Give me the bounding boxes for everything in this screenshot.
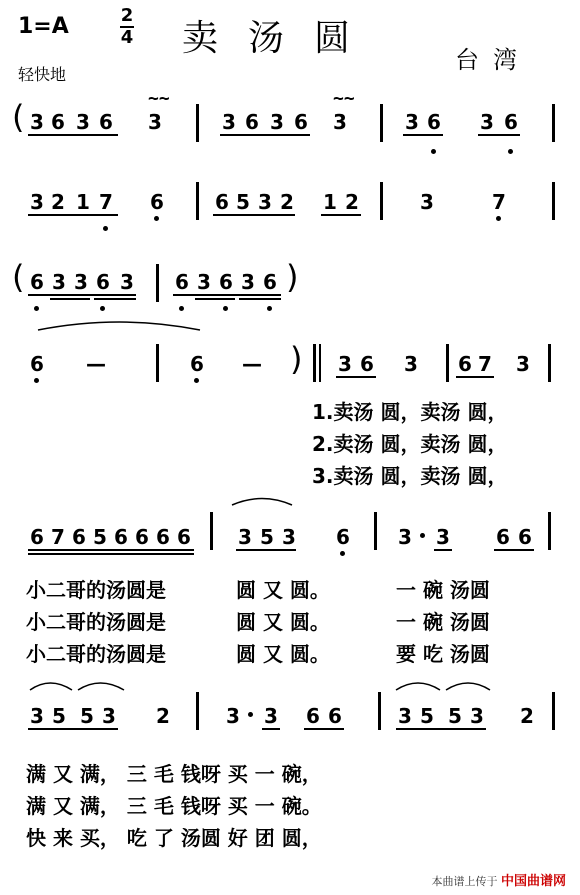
note-digit: 3: [241, 270, 255, 294]
time-numerator: 2: [120, 5, 134, 26]
note-digit: 3: [436, 525, 450, 549]
note-digit: 6: [30, 270, 44, 294]
beam-underline: [28, 728, 118, 730]
note-digit: 3: [197, 270, 211, 294]
note-digit: 2: [156, 704, 170, 728]
beam-underline: [28, 549, 194, 551]
note-digit: 6: [30, 352, 44, 376]
note-digit: 3: [120, 270, 134, 294]
time-denominator: 4: [120, 27, 134, 48]
note-digit: 6: [427, 110, 441, 134]
repeat-open: (: [12, 98, 25, 136]
beam-underline: [494, 549, 534, 551]
note-digit: 3: [516, 352, 530, 376]
note-digit: 5: [52, 704, 66, 728]
lyric-r4-a-v1: 小二哥的汤圆是: [26, 578, 166, 602]
bar-line: [374, 512, 377, 550]
note-digit: 3: [76, 110, 90, 134]
note-digit: 3: [222, 110, 236, 134]
lyric-r4-a-v2: 小二哥的汤圆是: [26, 610, 166, 634]
trill-mark: ~~: [148, 88, 170, 109]
note-digit: 6: [245, 110, 259, 134]
octave-dot: [34, 378, 39, 383]
note-digit: 6: [177, 525, 191, 549]
note-digit: 6: [51, 110, 65, 134]
note-digit: 3: [74, 270, 88, 294]
note-digit: 3: [30, 190, 44, 214]
bar-line: [196, 692, 199, 730]
note-digit: 3: [264, 704, 278, 728]
beam-underline: [304, 728, 344, 730]
song-title: 卖汤圆: [182, 18, 381, 59]
note-digit: 6: [135, 525, 149, 549]
note-digit: 3: [226, 704, 240, 728]
note-digit: 3: [405, 110, 419, 134]
note-digit: 3: [52, 270, 66, 294]
footer-brand[interactable]: 中国曲谱网: [500, 874, 566, 889]
beam-underline: [336, 376, 376, 378]
note-digit: 3: [270, 110, 284, 134]
beam-underline: [396, 728, 486, 730]
note-digit: 3: [338, 352, 352, 376]
lyric-r4-c-v2: 一 碗 汤圆: [396, 610, 490, 634]
bar-line: [552, 692, 555, 730]
note-digit: 6: [219, 270, 233, 294]
lyric-r4-b-v3: 圆 又 圆。: [236, 642, 330, 666]
note-digit: 7: [492, 190, 506, 214]
note-digit: 3: [282, 525, 296, 549]
note-digit: 6: [263, 270, 277, 294]
bar-line: [378, 692, 381, 730]
key-signature: 1=A: [18, 14, 69, 39]
octave-dot: [420, 533, 425, 538]
note-digit: 5: [93, 525, 107, 549]
trill-mark: ~~: [333, 88, 355, 109]
note-digit: 6: [518, 525, 532, 549]
note-digit: 3: [238, 525, 252, 549]
beam-underline: [434, 549, 452, 551]
footer-credit: [431, 870, 566, 889]
lyric-r5-v3: 快 来 买， 吃 了 汤圆 好 团 圆，: [26, 826, 322, 850]
bar-line: [548, 344, 551, 382]
repeat-close: ): [286, 258, 299, 296]
note-digit: 5: [236, 190, 250, 214]
bar-line: [319, 344, 321, 382]
note-digit: 6: [496, 525, 510, 549]
octave-dot: [248, 712, 253, 717]
beam-underline: [262, 728, 280, 730]
beam-underline: [28, 553, 194, 555]
beam-underline: [456, 376, 494, 378]
note-digit: 6: [72, 525, 86, 549]
note-digit: 3: [404, 352, 418, 376]
note-digit: 5: [448, 704, 462, 728]
note-digit: 6: [99, 110, 113, 134]
note-digit: 6: [504, 110, 518, 134]
note-digit: 3: [102, 704, 116, 728]
note-digit: 7: [99, 190, 113, 214]
lyric-r4-b-v1: 圆 又 圆。: [236, 578, 330, 602]
note-digit: 3: [148, 110, 162, 134]
note-digit: 6: [150, 190, 164, 214]
note-digit: 6: [458, 352, 472, 376]
bar-line: [313, 344, 316, 382]
note-digit: 7: [478, 352, 492, 376]
note-digit: 3: [470, 704, 484, 728]
lyric-verse-3: 3.卖汤 圆，卖汤 圆，: [312, 464, 508, 488]
bar-line: [446, 344, 449, 382]
bar-line: [156, 344, 159, 382]
dash: —: [242, 352, 262, 376]
lyric-verse-1: 1.卖汤 圆，卖汤 圆，: [312, 400, 508, 424]
lyric-r4-c-v3: 要 吃 汤圆: [396, 642, 490, 666]
note-digit: 2: [280, 190, 294, 214]
note-digit: 3: [333, 110, 347, 134]
octave-dot: [194, 378, 199, 383]
lyric-r4-a-v3: 小二哥的汤圆是: [26, 642, 166, 666]
repeat-open: (: [12, 258, 25, 296]
note-digit: 6: [114, 525, 128, 549]
repeat-close: ): [290, 340, 303, 378]
note-digit: 2: [51, 190, 65, 214]
lyric-verse-2: 2.卖汤 圆，卖汤 圆，: [312, 432, 508, 456]
note-digit: 6: [96, 270, 110, 294]
bar-line: [210, 512, 213, 550]
bar-line: [548, 512, 551, 550]
lyric-r4-b-v2: 圆 又 圆。: [236, 610, 330, 634]
note-digit: 3: [30, 110, 44, 134]
note-digit: 6: [190, 352, 204, 376]
note-digit: 6: [360, 352, 374, 376]
note-digit: 6: [156, 525, 170, 549]
note-digit: 3: [480, 110, 494, 134]
note-digit: 1: [323, 190, 337, 214]
note-digit: 6: [328, 704, 342, 728]
note-digit: 7: [51, 525, 65, 549]
note-digit: 6: [336, 525, 350, 549]
octave-dot: [340, 551, 345, 556]
note-digit: 3: [258, 190, 272, 214]
note-digit: 5: [260, 525, 274, 549]
lyric-r5-v1: 满 又 满， 三 毛 钱呀 买 一 碗，: [26, 762, 322, 786]
note-digit: 6: [215, 190, 229, 214]
note-digit: 6: [306, 704, 320, 728]
note-digit: 2: [345, 190, 359, 214]
note-digit: 2: [520, 704, 534, 728]
note-digit: 3: [30, 704, 44, 728]
song-origin: 台湾: [455, 46, 531, 74]
beam-underline: [236, 549, 296, 551]
dash: —: [86, 352, 106, 376]
note-digit: 5: [80, 704, 94, 728]
note-digit: 3: [398, 704, 412, 728]
footer-prefix: 本曲谱上传于: [431, 875, 498, 888]
note-digit: 6: [294, 110, 308, 134]
lyric-r4-c-v1: 一 碗 汤圆: [396, 578, 490, 602]
note-digit: 3: [398, 525, 412, 549]
note-digit: 6: [30, 525, 44, 549]
lyric-r5-v2: 满 又 满， 三 毛 钱呀 买 一 碗。: [26, 794, 322, 818]
note-digit: 6: [175, 270, 189, 294]
tempo-marking: 轻快地: [18, 65, 67, 84]
note-digit: 3: [420, 190, 434, 214]
note-digit: 1: [76, 190, 90, 214]
note-digit: 5: [420, 704, 434, 728]
